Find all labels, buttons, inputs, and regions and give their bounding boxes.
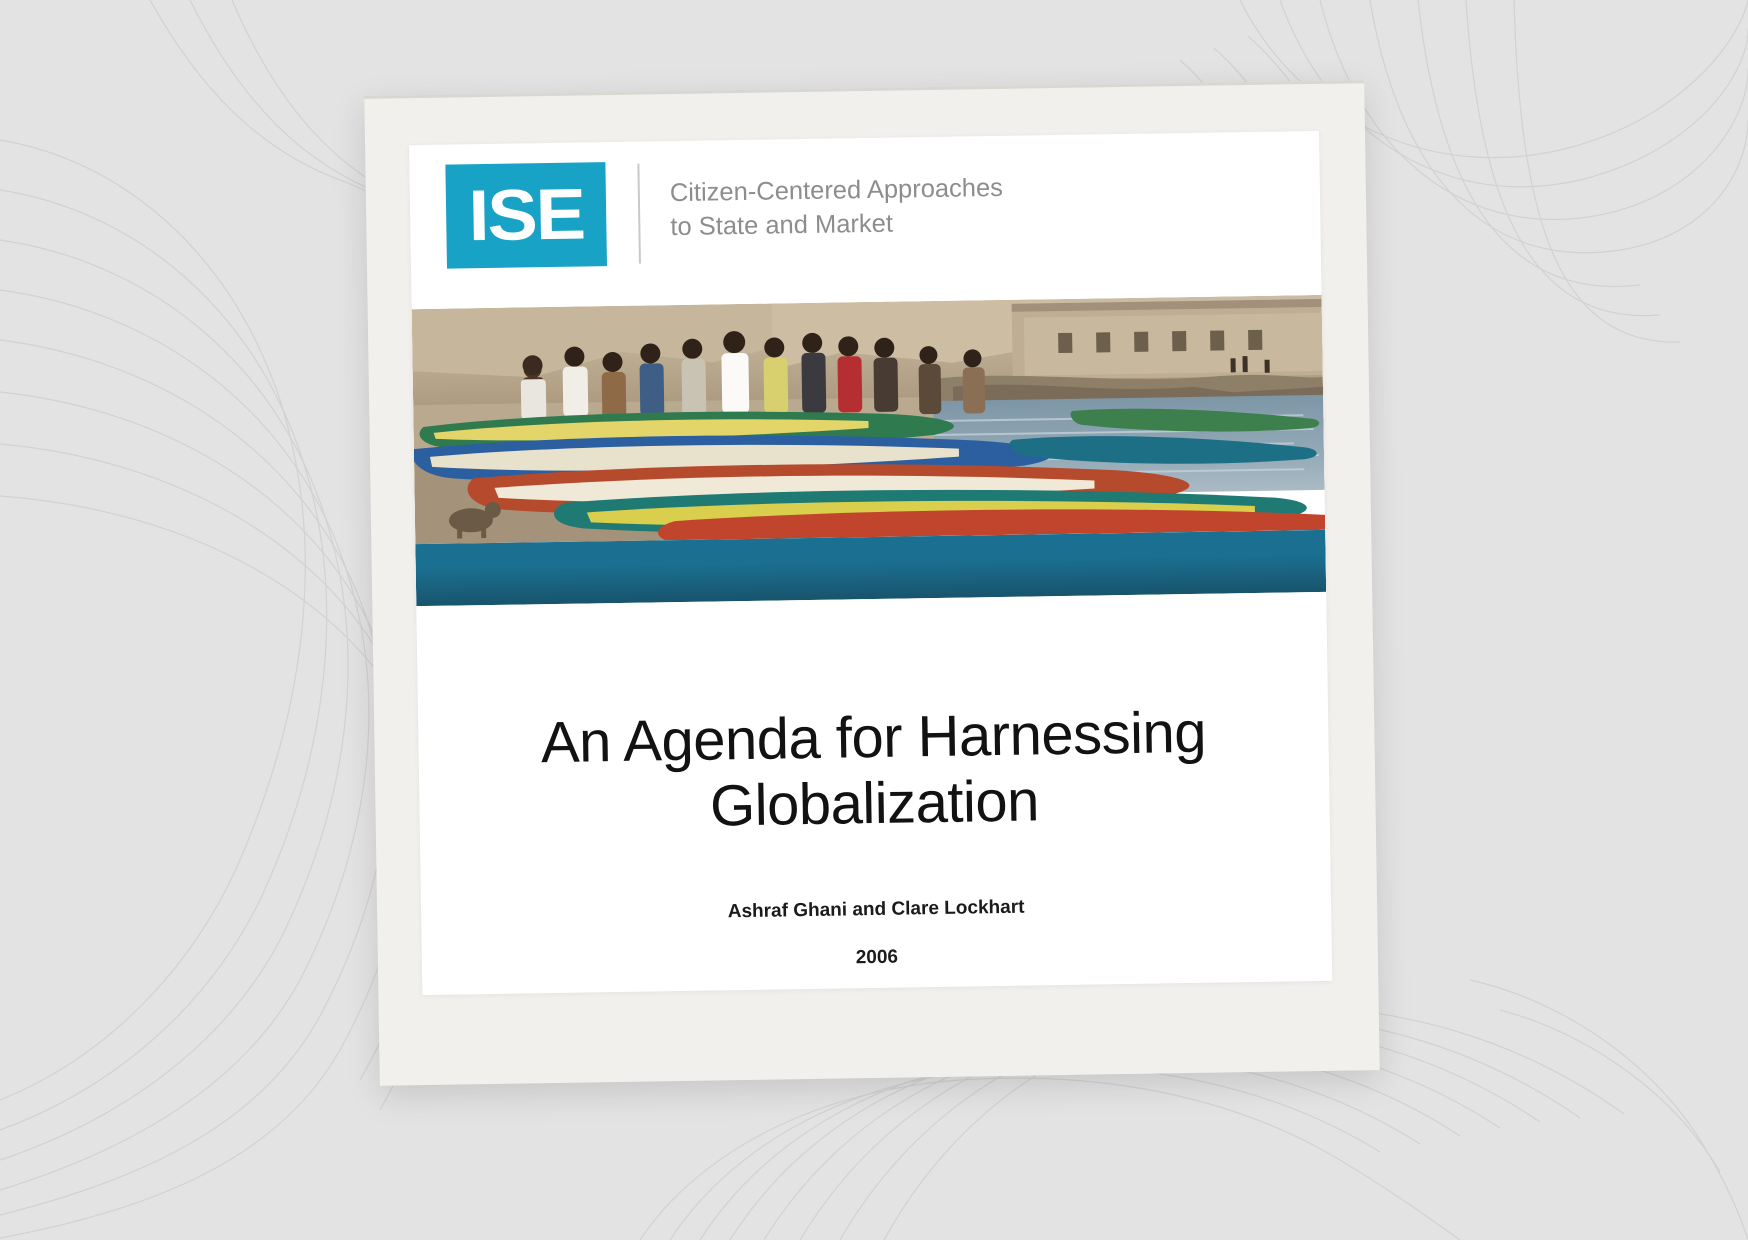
document-card	[364, 80, 1379, 1086]
ise-logo-text: ISE	[467, 174, 585, 257]
tagline-line-2: to State and Market	[670, 209, 894, 242]
ise-logo	[445, 162, 607, 269]
tagline-line-1: Citizen-Centered Approaches	[669, 173, 1004, 208]
cover-image-wrapper	[412, 295, 1327, 606]
fishing-boats-harbor-photo	[412, 295, 1326, 544]
document-year: 2006	[855, 946, 899, 969]
header-divider	[637, 164, 641, 264]
title-block	[416, 592, 1332, 976]
card-top-edge	[364, 80, 1364, 99]
document-authors: Ashraf Ghani and Clare Lockhart	[727, 896, 1025, 923]
document-header	[409, 131, 1321, 269]
organization-tagline	[670, 172, 1004, 245]
document-title: An Agenda for Harnessing Globalization	[540, 699, 1207, 839]
document-page	[409, 131, 1332, 995]
